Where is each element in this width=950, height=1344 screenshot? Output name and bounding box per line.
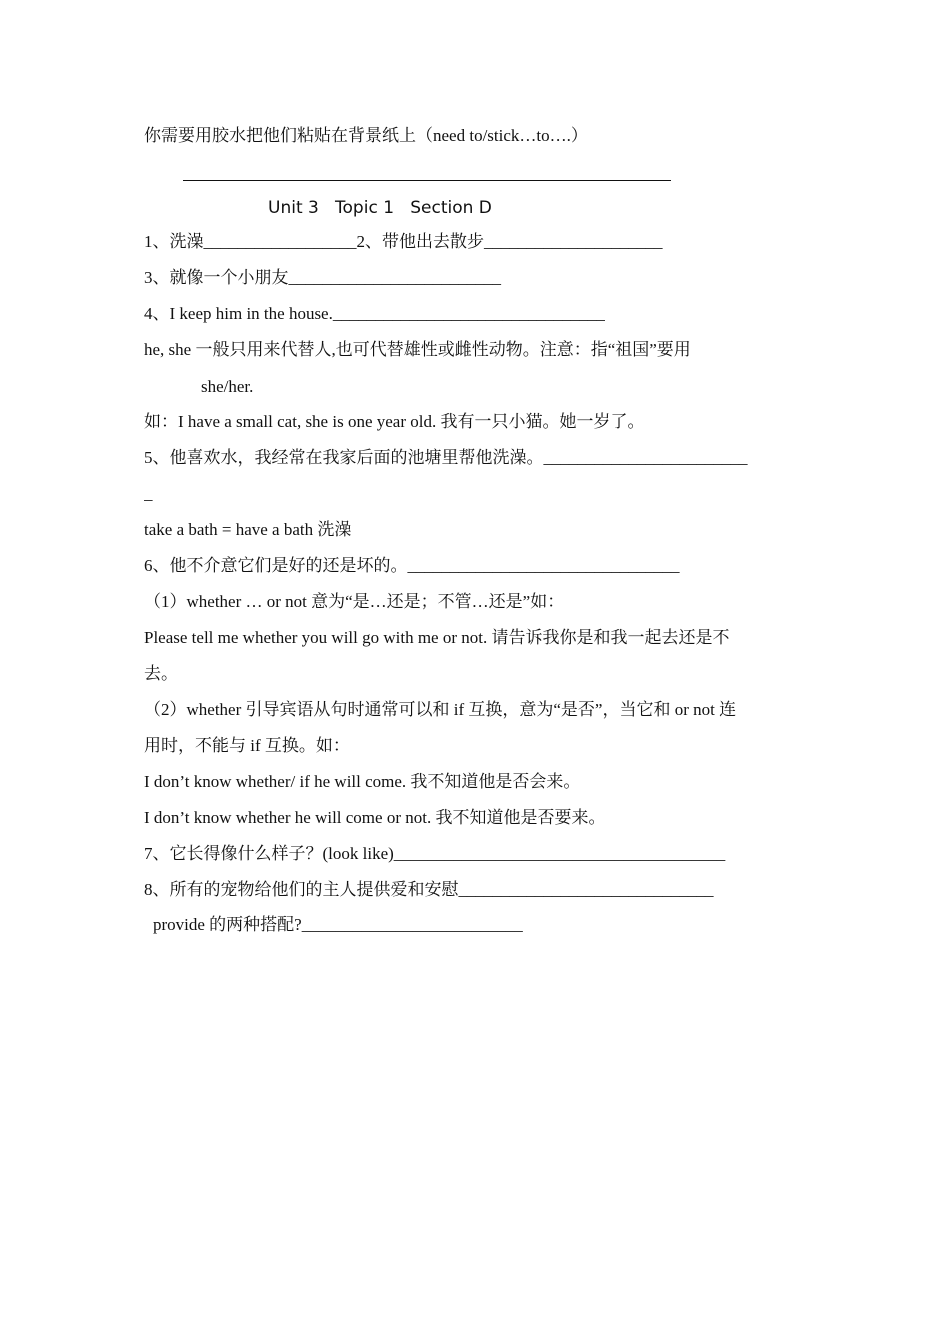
whether-note-2-cont: 用时，不能与 if 互换。如： bbox=[144, 736, 350, 755]
whether-example-1-cont: 去。 bbox=[144, 664, 178, 683]
question-5: 5、他喜欢水，我经常在我家后面的池塘里帮他洗澡。________________________ bbox=[144, 448, 748, 467]
whether-note-1: （1）whether … or not 意为“是…还是；不管…还是”如： bbox=[144, 592, 565, 611]
answer-rule bbox=[183, 180, 671, 181]
question-7: 7、它长得像什么样子？(look like)_______________________________________ bbox=[144, 844, 726, 863]
question-4: 4、I keep him in the house.________________________________ bbox=[144, 304, 605, 323]
question-5-cont: _ bbox=[144, 484, 153, 503]
note-he-she: he, she 一般只用来代替人,也可代替雄性或雌性动物。注意：指“祖国”要用 bbox=[144, 340, 691, 359]
intro-line: 你需要用胶水把他们粘贴在背景纸上（need to/stick…to….） bbox=[144, 126, 588, 145]
question-1-2: 1、洗澡__________________2、带他出去散步_____________________ bbox=[144, 232, 663, 251]
whether-example-3: I don’t know whether he will come or not. 我不知道他是否要来。 bbox=[144, 808, 606, 827]
whether-example-1: Please tell me whether you will go with me or not. 请告诉我你是和我一起去还是不 bbox=[144, 628, 730, 647]
whether-note-2: （2）whether 引导宾语从句时通常可以和 if 互换，意为“是否”，当它和 or not 连 bbox=[144, 700, 737, 719]
question-8: 8、所有的宠物给他们的主人提供爱和安慰______________________________ bbox=[144, 880, 714, 899]
section-title: Unit 3 Topic 1 Section D bbox=[268, 198, 492, 218]
whether-example-2: I don’t know whether/ if he will come. 我不知道他是否会来。 bbox=[144, 772, 581, 791]
note-he-she-cont: she/her. bbox=[201, 377, 254, 396]
question-3: 3、就像一个小朋友_________________________ bbox=[144, 268, 501, 287]
provide-question: provide 的两种搭配?__________________________ bbox=[153, 915, 523, 934]
example-cat: 如：I have a small cat, she is one year old. 我有一只小猫。她一岁了。 bbox=[144, 412, 645, 431]
take-bath-note: take a bath = have a bath 洗澡 bbox=[144, 520, 352, 539]
question-6: 6、他不介意它们是好的还是坏的。________________________________ bbox=[144, 556, 680, 575]
